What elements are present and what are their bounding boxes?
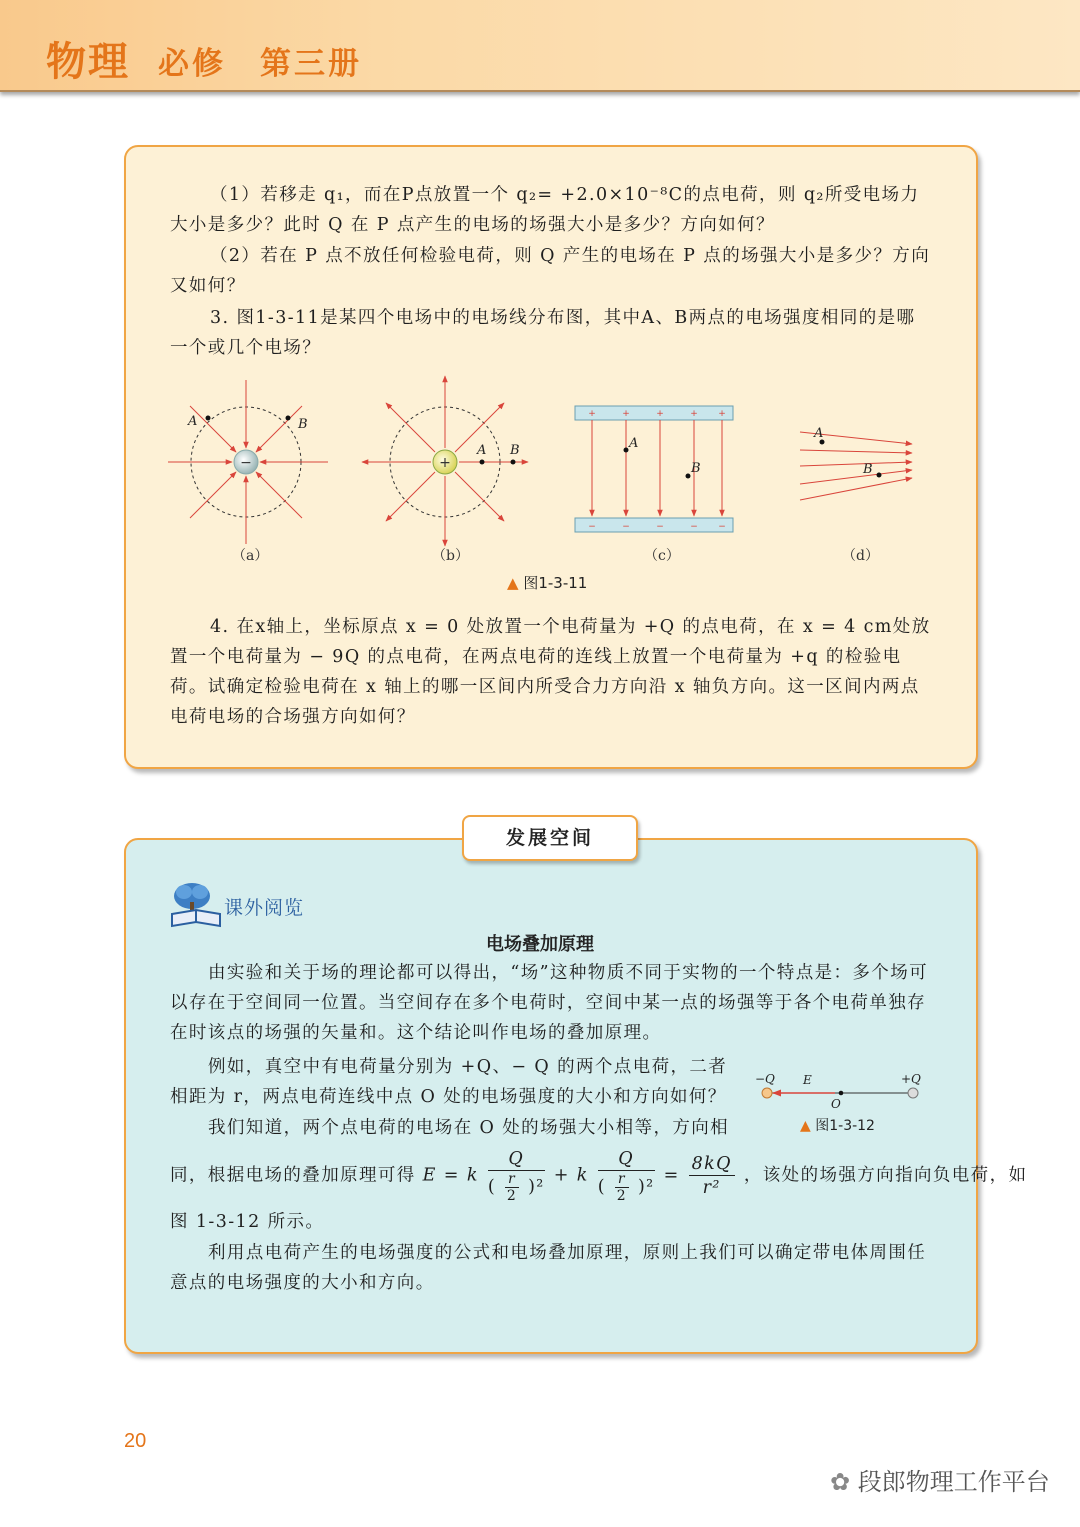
point-label-c-B: B (691, 461, 701, 476)
triangle-icon-2: ▲ (800, 1118, 811, 1134)
svg-text:+: + (656, 409, 664, 419)
panel-a (168, 380, 328, 544)
svg-text:+: + (690, 409, 698, 419)
figure-1-3-12 (755, 1068, 935, 1112)
exercise-q1: （1）若移走 q₁，而在P点放置一个 q₂= +2.0×10⁻⁸C的点电荷，则 q₂所受电场力大小是多少？此时 Q 在 P 点产生的电场的场强大小是多少？方向如何？ (170, 185, 920, 235)
caption-b: （b） (432, 548, 469, 564)
fraction-1: Q ( $\frac{r}{2}$ )² (487, 1149, 545, 1204)
formula-lhs: E = k (422, 1165, 479, 1186)
caption-a: （a） (232, 548, 269, 564)
section-title: 电场叠加原理 (486, 934, 594, 955)
watermark: ✿ 段郎物理工作平台 (830, 1468, 1050, 1496)
point-label-d-A: A (814, 426, 824, 441)
panel-d (800, 426, 912, 500)
point-label-b-B: B (510, 443, 520, 458)
point-label-a-A: A (188, 414, 198, 429)
negative-charge-icon (762, 1088, 772, 1098)
book-tree-icon (168, 880, 224, 932)
triangle-icon: ▲ (507, 574, 519, 592)
svg-text:+: + (622, 409, 630, 419)
positive-charge-icon (908, 1088, 918, 1098)
page-number: 20 (124, 1430, 147, 1452)
book-title: 物理 (46, 39, 130, 85)
book-subtitle-course: 必修 (158, 46, 226, 82)
development-p3b: 同，根据电场的叠加原理可得 E = k Q ( $\frac{r}{2}$ )² + k Q ( $\frac{r}{2}$ )² = $\frac{8kQ}{\text{r²}}$ ，该处的场强方向指向负电荷，如 (170, 1149, 1028, 1204)
figure-1-3-11-title: ▲ 图1-3-11 (507, 574, 588, 592)
charge-sign-a: − (240, 455, 252, 471)
formula-plus: + k (553, 1165, 589, 1186)
panel-b (362, 376, 528, 546)
caption-c: （c） (644, 548, 680, 564)
svg-text:−: − (622, 522, 630, 532)
panel-c (575, 406, 733, 532)
point-label-d-B: B (863, 462, 873, 477)
label-neg-Q: −Q (755, 1072, 775, 1086)
charge-sign-b: + (439, 455, 451, 471)
reading-label: 课外阅览 (224, 897, 305, 919)
page-header (0, 0, 1080, 92)
label-O: O (831, 1097, 841, 1111)
fraction-2: Q ( $\frac{r}{2}$ )² (597, 1149, 655, 1204)
development-tab: 发展空间 (462, 815, 638, 861)
development-p3a: 我们知道，两个点电荷的电场在 O 处的场强大小相等，方向相 (208, 1118, 730, 1138)
development-p3c: 图 1-3-12 所示。 (170, 1212, 325, 1232)
svg-text:−: − (588, 522, 596, 532)
figure-1-3-11 (160, 370, 940, 550)
label-E: E (803, 1073, 812, 1087)
svg-text:+: + (588, 409, 596, 419)
figure-1-3-12-title: ▲ 图1-3-12 (800, 1118, 875, 1134)
svg-text:+: + (718, 409, 726, 419)
development-p1: 由实验和关于场的理论都可以得出，“场”这种物质不同于实物的一个特点是：多个场可以存在于空间同一位置。当空间存在多个电荷时，空间中某一点的场强等于各个电荷单独存在时该点的场强的矢量和。这个结论叫作电场的叠加原理。 (170, 963, 928, 1043)
point-label-b-A: A (477, 443, 487, 458)
book-subtitle-volume: 第三册 (260, 46, 362, 82)
point-label-a-B: B (298, 417, 308, 432)
development-p4: 利用点电荷产生的电场强度的公式和电场叠加原理，原则上我们可以确定带电体周围任意点的电场强度的大小和方向。 (170, 1243, 927, 1293)
exercise-q3: 3. 图1-3-11是某四个电场中的电场线分布图，其中A、B两点的电场强度相同的是哪一个或几个电场？ (170, 308, 916, 358)
exercise-q2: （2）若在 P 点不放任何检验电荷，则 Q 产生的电场在 P 点的场强大小是多少？方向又如何？ (170, 246, 931, 296)
wechat-icon: ✿ (830, 1468, 851, 1496)
development-p2: 例如，真空中有电荷量分别为 +Q、− Q 的两个点电荷，二者相距为 r，两点电荷连线中点 O 处的电场强度的大小和方向如何？ (170, 1057, 728, 1107)
svg-text:−: − (690, 522, 698, 532)
exercise-q4: 4. 在x轴上，坐标原点 x = 0 处放置一个电荷量为 +Q 的点电荷，在 x = 4 cm处放置一个电荷量为 − 9Q 的点电荷，在两点电荷的连线上放置一个电荷量为 +q 的检验电荷。试确定检验电荷在 x 轴上的哪一区间内所受合力方向沿 x 轴负方向。这一区间内两点电荷电场的合场强方向如何？ (170, 617, 931, 727)
caption-d: （d） (842, 548, 879, 564)
point-label-c-A: A (629, 436, 639, 451)
svg-text:−: − (656, 522, 664, 532)
svg-text:−: − (718, 522, 726, 532)
label-pos-Q: +Q (901, 1072, 921, 1086)
fraction-result: $\frac{8kQ}{\text{r²}}$ (689, 1153, 735, 1200)
